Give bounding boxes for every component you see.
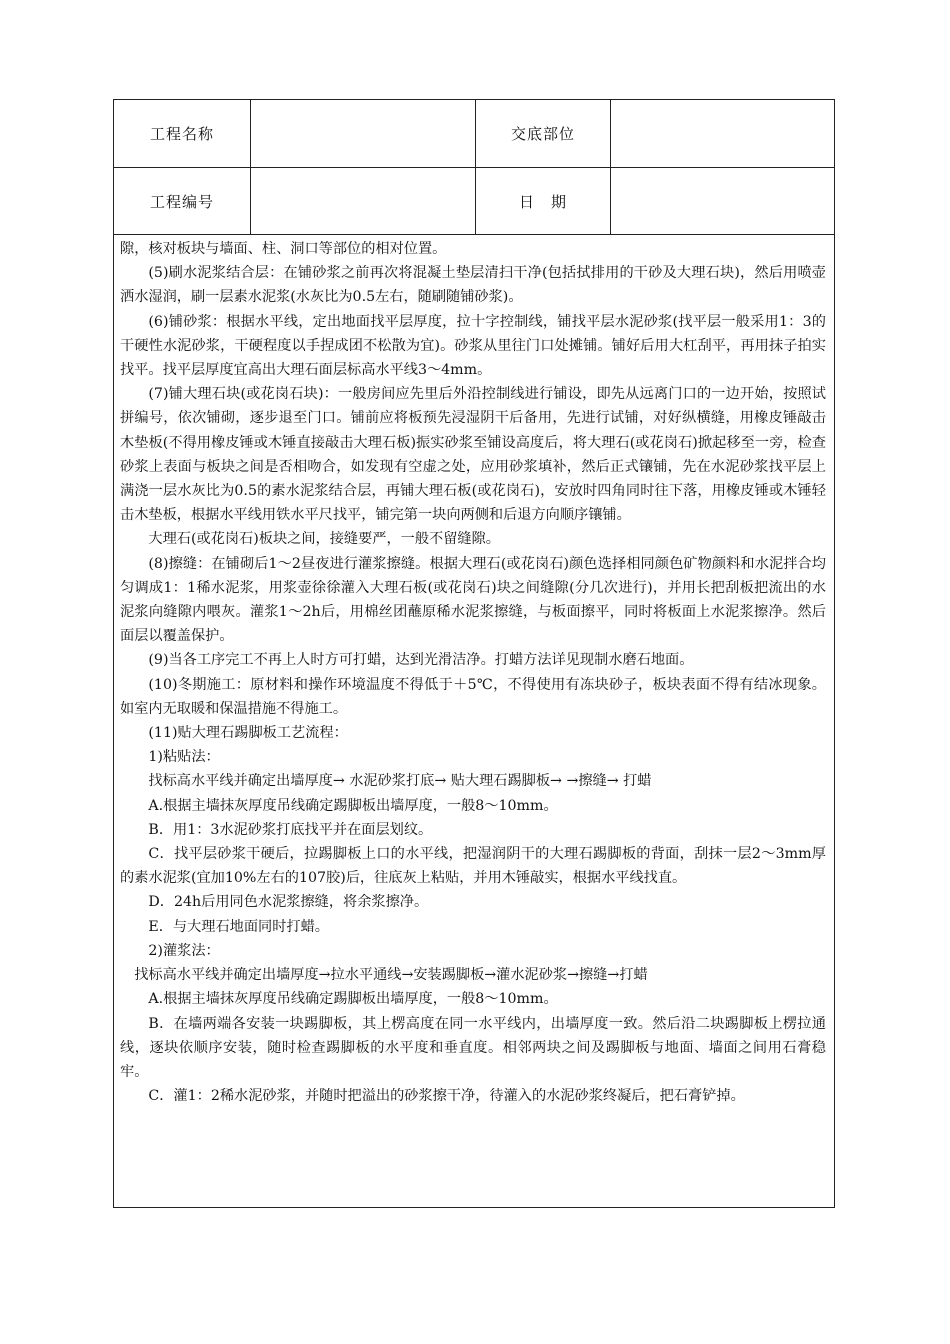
paragraph: (10)冬期施工：原材料和操作环境温度不得低于＋5℃，不得使用有冻块砂子，板块表面不得有结冰现象。如室内无取暖和保温措施不得施工。 [120, 676, 826, 717]
paragraph: 1)粘贴法： [148, 749, 220, 766]
paragraph: C．找平层砂浆干硬后，拉踢脚板上口的水平线，把湿润阴干的大理石踢脚板的背面，刮抹一层2～3mm厚的素水泥浆(宜加10%左右的107胶)后，往底灰上粘贴，并用木锤敲实，根据水平线找直。 [120, 846, 826, 887]
project-no-value [251, 168, 475, 234]
paragraph: C．灌1：2稀水泥砂浆，并随时把溢出的砂浆擦干净，待灌入的水泥砂浆终凝后，把石膏铲掉。 [148, 1088, 745, 1105]
paragraph: 找标高水平线并确定出墙厚度→ 水泥砂浆打底→ 贴大理石踢脚板→ →擦缝→ 打蜡 [148, 773, 652, 790]
date-label: 日 期 [518, 192, 567, 211]
project-name-value [251, 100, 475, 167]
paragraph: (8)擦缝：在铺砌后1～2昼夜进行灌浆擦缝。根据大理石(或花岗石)颜色选择相同颜色矿物颜料和水泥拌合均匀调成1：1稀水泥浆，用浆壶徐徐灌入大理石板(或花岗石)块之间缝隙(分几次进行)，并用长把刮板把流出的水泥浆向缝隙内喂灰。灌浆1～2h后，用棉丝团蘸原稀水泥浆擦缝，与板面擦平，同时将板面上水泥浆擦净。然后面层以覆盖保护。 [120, 555, 826, 645]
header-bottom-border [114, 234, 834, 235]
paragraph: A.根据主墙抹灰厚度吊线确定踢脚板出墙厚度，一般8～10mm。 [148, 797, 558, 814]
disclosure-body [120, 237, 826, 1108]
paragraph: B．用1：3水泥砂浆打底找平并在面层划纹。 [148, 821, 433, 838]
paragraph: A.根据主墙抹灰厚度吊线确定踢脚板出墙厚度，一般8～10mm。 [148, 991, 558, 1008]
paragraph: D．24h后用同色水泥浆擦缝，将余浆擦净。 [148, 894, 429, 911]
paragraph: 大理石(或花岗石)板块之间，接缝要严，一般不留缝隙。 [148, 531, 500, 548]
paragraph: (9)当各工序完工不再上人时方可打蜡，达到光滑洁净。打蜡方法详见现制水磨石地面。 [148, 652, 694, 669]
paragraph: 找标高水平线并确定出墙厚度→拉水平通线→安装踢脚板→灌水泥砂浆→擦缝→打蜡 [134, 967, 648, 984]
paragraph: 2)灌浆法： [148, 942, 220, 959]
paragraph: (11)贴大理石踢脚板工艺流程： [148, 725, 348, 742]
location-value [611, 100, 833, 167]
paragraph: (5)刷水泥浆结合层：在铺砂浆之前再次将混凝土垫层清扫干净(包括拭排用的干砂及大理石块)，然后用喷壶洒水湿润，刷一层素水泥浆(水灰比为0.5左右，随刷随铺砂浆)。 [120, 265, 826, 306]
paragraph: B．在墙两端各安装一块踢脚板，其上楞高度在同一水平线内，出墙厚度一致。然后沿二块踢脚板上楞拉通线，逐块依顺序安装，随时检查踢脚板的水平度和垂直度。相邻两块之间及踢脚板与地面、墙面之间用石膏稳牢。 [120, 1015, 826, 1080]
disclosure-sheet [113, 99, 835, 1208]
project-name-label: 工程名称 [149, 125, 214, 143]
paragraph: E．与大理石地面同时打蜡。 [148, 918, 329, 935]
date-value [611, 168, 833, 234]
header-table [114, 100, 834, 235]
paragraph: (7)铺大理石块(或花岗石块)：一般房间应先里后外沿控制线进行铺设，即先从远离门口的一边开始，按照试拼编号，依次铺砌，逐步退至门口。铺前应将板预先浸湿阴干后备用，先进行试铺，对好纵横缝，用橡皮锤敲击木垫板(不得用橡皮锤或木锤直接敲击大理石板)振实砂浆至铺设高度后，将大理石(或花岗石)掀起移至一旁，检查砂浆上表面与板块之间是否相吻合，如发现有空虚之处，应用砂浆填补，然后正式镶铺，先在水泥砂浆找平层上满浇一层水灰比为0.5的素水泥浆结合层，再铺大理石板(或花岗石)，安放时四角同时往下落，用橡皮锤或木锤轻击木垫板，根据水平线用铁水平尺找平，铺完第一块向两侧和后退方向顺序镶铺。 [120, 386, 826, 524]
location-label: 交底部位 [510, 125, 575, 143]
paragraph: 隙，核对板块与墙面、柱、洞口等部位的相对位置。 [120, 241, 447, 257]
paragraph: (6)铺砂浆：根据水平线，定出地面找平层厚度，拉十字控制线，铺找平层水泥砂浆(找平层一般采用1：3的干硬性水泥砂浆，干硬程度以手捏成团不松散为宜)。砂浆从里往门口处摊铺。铺好后用大杠刮平，再用抹子拍实找平。找平层厚度宜高出大理石面层标高水平线3～4mm。 [120, 313, 826, 379]
project-no-label: 工程编号 [149, 192, 214, 211]
